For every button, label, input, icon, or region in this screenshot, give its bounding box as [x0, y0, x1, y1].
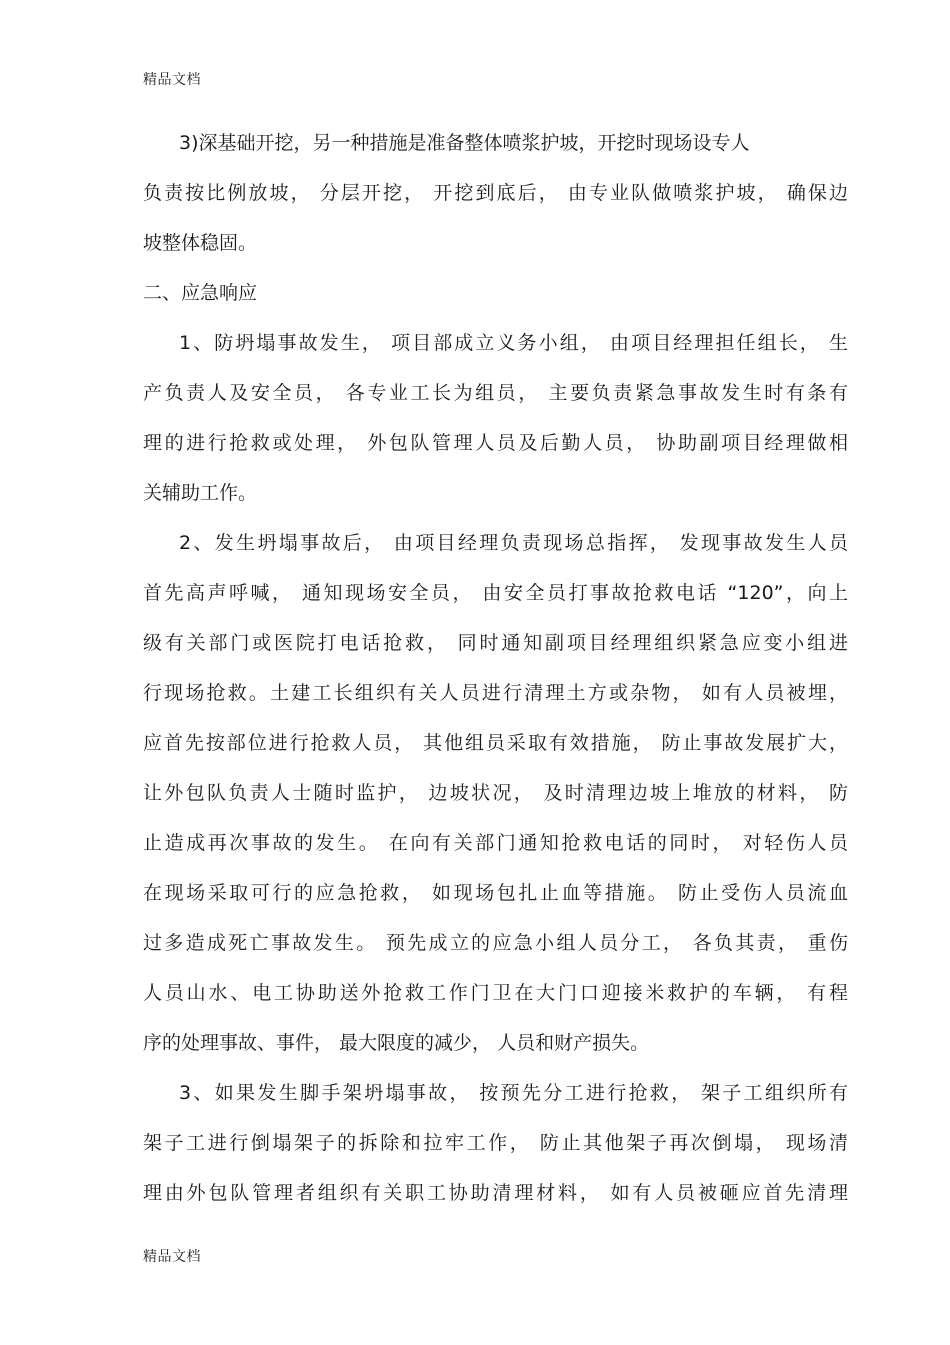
text-line: 应首先按部位进行抢救人员， 其他组员采取有效措施， 防止事故发展扩大，: [143, 732, 848, 754]
text-line: 负责按比例放坡， 分层开挖， 开挖到底后， 由专业队做喷浆护坡， 确保边: [143, 182, 848, 204]
text-line: 关辅助工作。: [143, 482, 258, 504]
page-footer: 精品文档: [143, 1249, 201, 1265]
text-line: 3、如果发生脚手架坍塌事故， 按预先分工进行抢救， 架子工组织所有: [179, 1082, 848, 1104]
text-line: 让外包队负责人士随时监护， 边坡状况， 及时清理边坡上堆放的材料， 防: [143, 782, 848, 804]
section-heading: 二、应急响应: [143, 282, 258, 304]
text-line: 人员山水、电工协助送外抢救工作门卫在大门口迎接米救护的车辆， 有程: [143, 982, 848, 1004]
page-header: 精品文档: [143, 72, 201, 88]
text-line: 过多造成死亡事故发生。 预先成立的应急小组人员分工， 各负其责， 重伤: [143, 932, 848, 954]
text-line: 级有关部门或医院打电话抢救， 同时通知副项目经理组织紧急应变小组进: [143, 632, 848, 654]
text-line: 1、防坍塌事故发生， 项目部成立义务小组， 由项目经理担任组长， 生: [179, 332, 848, 354]
text-line: 理的进行抢救或处理， 外包队管理人员及后勤人员， 协助副项目经理做相: [143, 432, 848, 454]
text-line: 在现场采取可行的应急抢救， 如现场包扎止血等措施。 防止受伤人员流血: [143, 882, 848, 904]
text-line: 2、发生坍塌事故后， 由项目经理负责现场总指挥， 发现事故发生人员: [179, 532, 848, 554]
text-line: 产负责人及安全员， 各专业工长为组员， 主要负责紧急事故发生时有条有: [143, 382, 848, 404]
text-line: 3)深基础开挖，另一种措施是准备整体喷浆护坡，开挖时现场设专人: [179, 132, 750, 154]
text-line: 架子工进行倒塌架子的拆除和拉牢工作， 防止其他架子再次倒塌， 现场清: [143, 1132, 848, 1154]
text-line: 理由外包队管理者组织有关职工协助清理材料， 如有人员被砸应首先清理: [143, 1182, 848, 1204]
text-line: 序的处理事故、事件， 最大限度的减少， 人员和财产损失。: [143, 1032, 650, 1054]
text-line: 坡整体稳固。: [143, 232, 258, 254]
text-line: 首先高声呼喊， 通知现场安全员， 由安全员打事故抢救电话 “120”，向上: [143, 582, 848, 604]
document-body: [143, 118, 848, 1218]
text-line: 行现场抢救。土建工长组织有关人员进行清理土方或杂物， 如有人员被埋，: [143, 682, 848, 704]
text-line: 止造成再次事故的发生。 在向有关部门通知抢救电话的同时， 对轻伤人员: [143, 832, 848, 854]
